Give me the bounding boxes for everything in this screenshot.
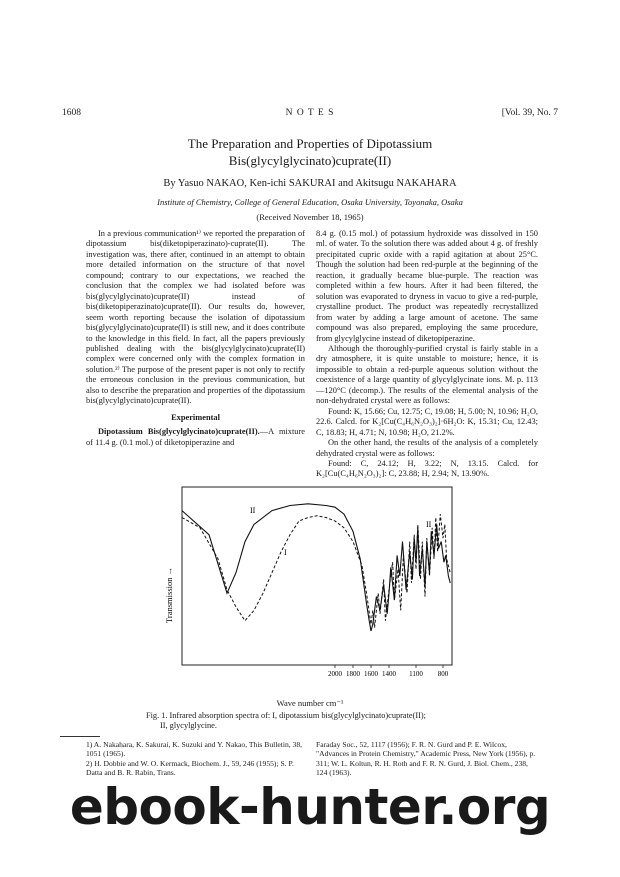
institution: Institute of Chemistry, College of General Education, Osaka University, Toyonaka, Osaka bbox=[157, 197, 463, 207]
x-tick-label: 1600 bbox=[364, 670, 378, 678]
section-heading: Experimental bbox=[171, 412, 220, 422]
sub-text: —A mixture of 11.4 g. (0.1 mol.) of diketopiperazine and bbox=[86, 427, 306, 447]
right-column bbox=[316, 229, 538, 480]
left-column bbox=[86, 229, 305, 448]
sub-heading: Dipotassium Bis(glycylglycinato)cuprate(II). bbox=[98, 427, 260, 437]
plot-frame bbox=[182, 487, 452, 665]
ir-spectrum-chart bbox=[160, 483, 456, 685]
authors: By Yasuo NAKAO, Ken-ichi SAKURAI and Akitsugu NAKAHARA bbox=[163, 178, 457, 189]
spectrum-line-I bbox=[182, 504, 450, 631]
right-paragraph-1: 8.4 g. (0.15 mol.) of potassium hydroxide was dissolved in 150 ml. of water. To the solution there was added about 4 g. of freshly precipitated cupric oxide with a rapid agitation at about 25°C. Though the solution had been red-purple at the beginning of the reaction, it gradually became blue-purple. The reaction was completed within a few hours. After it had been filtered, the solution was evaporated to dryness in vacuo to give a red-purple, crystalline product. The product was repeatedly recrystallized from water by adding a large amount of acetone. The same compound was also prepared, employing the same procedure, from glycylglycine instead of diketopiperazine. bbox=[316, 229, 538, 343]
footnotes-right: Faraday Soc., 52, 1117 (1956); F. R. N. Gurd and P. E. Wilcox, "Advances in Protein Chemistry," Academic Press, New York (1956), p. 311; W. L. Koltun, R. H. Roth and F. R. N. Gurd, J. Biol. Chem., 238, 124 (1963). bbox=[316, 740, 536, 777]
right-paragraph-4: On the other hand, the results of the analysis of a completely dehydrated crystal were as follows: bbox=[316, 438, 538, 458]
x-axis-label: Wave number cm⁻¹ bbox=[276, 698, 344, 708]
curve-label-II-right: II bbox=[426, 520, 432, 529]
footnote-rule bbox=[60, 736, 100, 737]
intro-paragraph: In a previous communication¹⁾ we reported the preparation of dipotassium bis(diketopiperazinato)-cuprate(II). The investigation was, there after, continued in an attempt to obtain more detailed information on the structure of that novel compound; contrary to our expectations, we reached the conclusion that the complex we had isolated before was bis(glycylglycinato)cuprate(II) instead of bis(diketopiperazinato)cuprate(II). Our results do, however, seem worth reporting because the isolation of dipotassium bis(glycylglycinato)cuprate(II) is still new, and it does contribute to the knowledge in this field. In fact, all the papers previously published dealing with the bis(glycylglycinato)cuprate(II) complex were concerned only with the complex formation in solution.²⁾ The purpose of the present paper is not only to rectify the erroneous conclusion in the previous communication, but also to describe the preparation and properties of the dipotassium bis(glycylglycinato)cuprate(II). bbox=[86, 229, 305, 406]
caption-line-2: II, glycylglycine. bbox=[160, 721, 217, 730]
x-tick-label: 1800 bbox=[346, 670, 360, 678]
page-number: 1608 bbox=[62, 108, 81, 118]
right-paragraph-2: Although the thoroughly-purified crystal is fairly stable in a dry atmosphere, it is quite unstable to moisture; hence, it is impossible to obtain a red-purple aqueous solution without the coexistence of a large quantity of glycylglycinate ions. M. p. 113—120°C (decomp.). The results of the elemental analysis of the non-dehydrated crystal were as follows: bbox=[316, 343, 538, 406]
article-title-line-2: Bis(glycylglycinato)cuprate(II) bbox=[228, 153, 392, 168]
footnotes-left: 1) A. Nakahara, K. Sakurai, K. Suzuki and Y. Nakao, This Bulletin, 38, 1051 (1965). 2) H. Dobbie and W. O. Kermack, Biochem. J., 59, 246 (1955); S. P. Datta and B. R. Rabin, Trans. bbox=[86, 740, 303, 777]
watermark: ebook-hunter.org bbox=[69, 778, 551, 836]
volume-label: [Vol. 39, No. 7 bbox=[501, 108, 558, 118]
received-date: (Received November 18, 1965) bbox=[256, 212, 364, 222]
article-title-line-1: The Preparation and Properties of Dipotassium bbox=[187, 136, 433, 151]
spectrum-line-II bbox=[182, 514, 450, 628]
x-tick-label: 1400 bbox=[382, 670, 396, 678]
ir-spectrum-figure bbox=[160, 483, 456, 685]
figure-caption bbox=[146, 711, 506, 731]
running-head: N O T E S bbox=[285, 108, 335, 118]
x-tick-label: 2000 bbox=[328, 670, 342, 678]
curve-label-II-left: II bbox=[250, 506, 256, 515]
curve-label-I: I bbox=[284, 548, 287, 557]
caption-line-1: Fig. 1. Infrared absorption spectra of: I, dipotassium bis(glycylglycinato)cuprate(II); bbox=[146, 711, 426, 720]
right-paragraph-3: Found: K, 15.66; Cu, 12.75; C, 19.08; H, 5.00; N, 10.96; H₂O, 22.6. Calcd. for K₂[Cu(C₄H₆N₂O₃)₂]·6H₂O: K, 15.31; Cu, 12.43; C, 18.83; H, 4.71; N, 10.98; H₂O, 21.2%. bbox=[316, 406, 538, 437]
x-tick-label: 1100 bbox=[409, 670, 423, 678]
right-paragraph-5: Found: C, 24.12; H, 3.22; N, 13.15. Calcd. for K₂[Cu(C₄H₆N₂O₃)₂]: C, 23.88; H, 2.94; N, 13.90%. bbox=[316, 458, 538, 479]
preparation-paragraph bbox=[86, 427, 305, 448]
x-tick-label: 800 bbox=[437, 670, 449, 678]
y-axis-label: Transmission → bbox=[164, 566, 174, 623]
